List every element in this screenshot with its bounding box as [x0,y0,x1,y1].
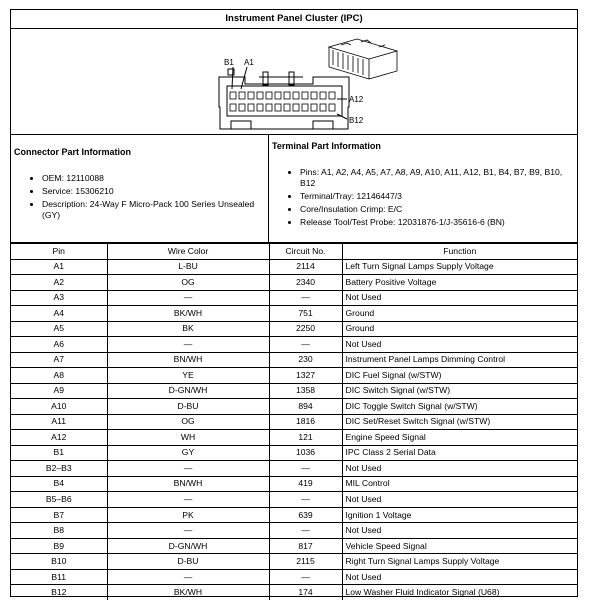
table-row [11,476,577,492]
circuit-cell: 2340 [269,275,342,291]
header-circuit-no: Circuit No. [269,244,342,260]
pin-cell: A7 [11,352,107,368]
circuit-cell: 1036 [269,445,342,461]
pin-cell: B4 [11,476,107,492]
table-row [11,275,577,291]
wire-color-cell: OG [107,275,269,291]
label-b1: B1 [224,58,234,67]
function-cell: DIC Switch Signal (w/STW) [342,383,577,399]
connector-face-drawing [11,29,577,134]
function-cell: Not Used [342,492,577,508]
terminal-pins: • Pins: A1, A2, A4, A5, A7, A8, A9, A10, A11, A12, B1, B4, B7, B9, B10, B12 [300,167,574,190]
wire-color-cell: L-BU [107,259,269,275]
header-pin: Pin [11,244,107,260]
circuit-cell: 174 [269,585,342,600]
circuit-cell: 2115 [269,554,342,570]
wire-color-cell: — [107,461,269,477]
table-header-row [11,244,577,260]
function-cell: Instrument Panel Lamps Dimming Control [342,352,577,368]
wire-color-cell: BK [107,321,269,337]
pin-cell: A6 [11,337,107,353]
pin-cell: B2–B3 [11,461,107,477]
circuit-cell: 2250 [269,321,342,337]
circuit-cell: — [269,569,342,585]
function-cell: Ground [342,306,577,322]
pin-cell: B8 [11,523,107,539]
table-row [11,507,577,523]
function-cell: Not Used [342,523,577,539]
table-row [11,461,577,477]
wire-color-cell: — [107,337,269,353]
header-wire-color: Wire Color [107,244,269,260]
table-row [11,538,577,554]
wire-color-cell: BK/WH [107,585,269,600]
circuit-cell: — [269,461,342,477]
function-cell: DIC Fuel Signal (w/STW) [342,368,577,384]
wire-color-cell: D-BU [107,554,269,570]
terminal-release-tool: • Release Tool/Test Probe: 12031876-1/J-35616-6 (BN) [300,217,574,229]
wire-color-cell: — [107,290,269,306]
function-cell: Vehicle Speed Signal [342,538,577,554]
wire-color-cell: GY [107,445,269,461]
label-a12: A12 [349,95,364,104]
circuit-cell: 639 [269,507,342,523]
wire-color-cell: D-BU [107,399,269,415]
pin-cell: A3 [11,290,107,306]
table-row [11,290,577,306]
pin-cell: B1 [11,445,107,461]
pin-cell: B11 [11,569,107,585]
label-b12: B12 [349,116,364,125]
wire-color-cell: OG [107,414,269,430]
table-row [11,368,577,384]
table-row [11,399,577,415]
connector-oem: • OEM: 12110088 [42,173,265,185]
table-row [11,306,577,322]
circuit-cell: 894 [269,399,342,415]
pin-cell: B10 [11,554,107,570]
part-information [11,135,577,243]
circuit-cell: — [269,290,342,306]
circuit-cell: 121 [269,430,342,446]
function-cell: MIL Control [342,476,577,492]
function-cell: DIC Set/Reset Switch Signal (w/STW) [342,414,577,430]
table-row [11,445,577,461]
terminal-tray: • Terminal/Tray: 12146447/3 [300,191,574,203]
table-row [11,585,577,600]
wire-color-cell: — [107,492,269,508]
pin-cell: A1 [11,259,107,275]
circuit-cell: 230 [269,352,342,368]
pin-cell: B7 [11,507,107,523]
pin-cell: B12 [11,585,107,600]
table-row [11,554,577,570]
table-row [11,492,577,508]
circuit-cell: 1327 [269,368,342,384]
table-row [11,337,577,353]
terminal-crimp: • Core/Insulation Crimp: E/C [300,204,574,216]
wire-color-cell: YE [107,368,269,384]
circuit-cell: — [269,523,342,539]
function-cell: Right Turn Signal Lamps Supply Voltage [342,554,577,570]
function-cell: Left Turn Signal Lamps Supply Voltage [342,259,577,275]
pin-cell: B5–B6 [11,492,107,508]
circuit-cell: 2114 [269,259,342,275]
connector-sheet [10,9,578,597]
pinout-body [11,259,577,600]
wire-color-cell: D-GN/WH [107,538,269,554]
function-cell: Not Used [342,461,577,477]
connector-list [14,173,265,222]
header-function: Function [342,244,577,260]
function-cell: Battery Positive Voltage [342,275,577,291]
circuit-cell: 1358 [269,383,342,399]
connector-part-info [11,135,269,242]
table-row [11,321,577,337]
function-cell: Ground [342,321,577,337]
connector-diagram [11,29,577,135]
terminal-part-info [269,135,577,242]
connector-service: • Service: 15306210 [42,186,265,198]
wire-color-cell: — [107,523,269,539]
function-cell: Not Used [342,337,577,353]
table-row [11,383,577,399]
label-a1: A1 [244,58,254,67]
pin-cell: A2 [11,275,107,291]
circuit-cell: 817 [269,538,342,554]
table-row [11,523,577,539]
wire-color-cell: BN/WH [107,352,269,368]
circuit-cell: 751 [269,306,342,322]
function-cell: Not Used [342,290,577,306]
table-row [11,414,577,430]
connector-heading: Connector Part Information [14,147,132,157]
pin-cell: A12 [11,430,107,446]
function-cell: Ignition 1 Voltage [342,507,577,523]
circuit-cell: — [269,492,342,508]
pin-cell: A5 [11,321,107,337]
function-cell: Engine Speed Signal [342,430,577,446]
pinout-table [11,243,577,600]
pin-cell: A8 [11,368,107,384]
pin-cell: B9 [11,538,107,554]
wire-color-cell: PK [107,507,269,523]
function-cell: DIC Toggle Switch Signal (w/STW) [342,399,577,415]
table-row [11,259,577,275]
function-cell: IPC Class 2 Serial Data [342,445,577,461]
wire-color-cell: BK/WH [107,306,269,322]
page-title: Instrument Panel Cluster (IPC) [11,10,577,29]
wire-color-cell: D-GN/WH [107,383,269,399]
circuit-cell: — [269,337,342,353]
circuit-cell: 1816 [269,414,342,430]
terminal-list [272,167,574,229]
wire-color-cell: — [107,569,269,585]
terminal-heading: Terminal Part Information [272,141,381,151]
table-row [11,430,577,446]
function-cell: Low Washer Fluid Indicator Signal (U68) [342,585,577,600]
table-row [11,352,577,368]
wire-color-cell: BN/WH [107,476,269,492]
connector-description: • Description: 24-Way F Micro-Pack 100 Series Unsealed (GY) [42,199,265,222]
circuit-cell: 419 [269,476,342,492]
wire-color-cell: WH [107,430,269,446]
pin-cell: A4 [11,306,107,322]
pin-cell: A9 [11,383,107,399]
table-row [11,569,577,585]
pin-cell: A10 [11,399,107,415]
function-cell: Not Used [342,569,577,585]
pin-cell: A11 [11,414,107,430]
